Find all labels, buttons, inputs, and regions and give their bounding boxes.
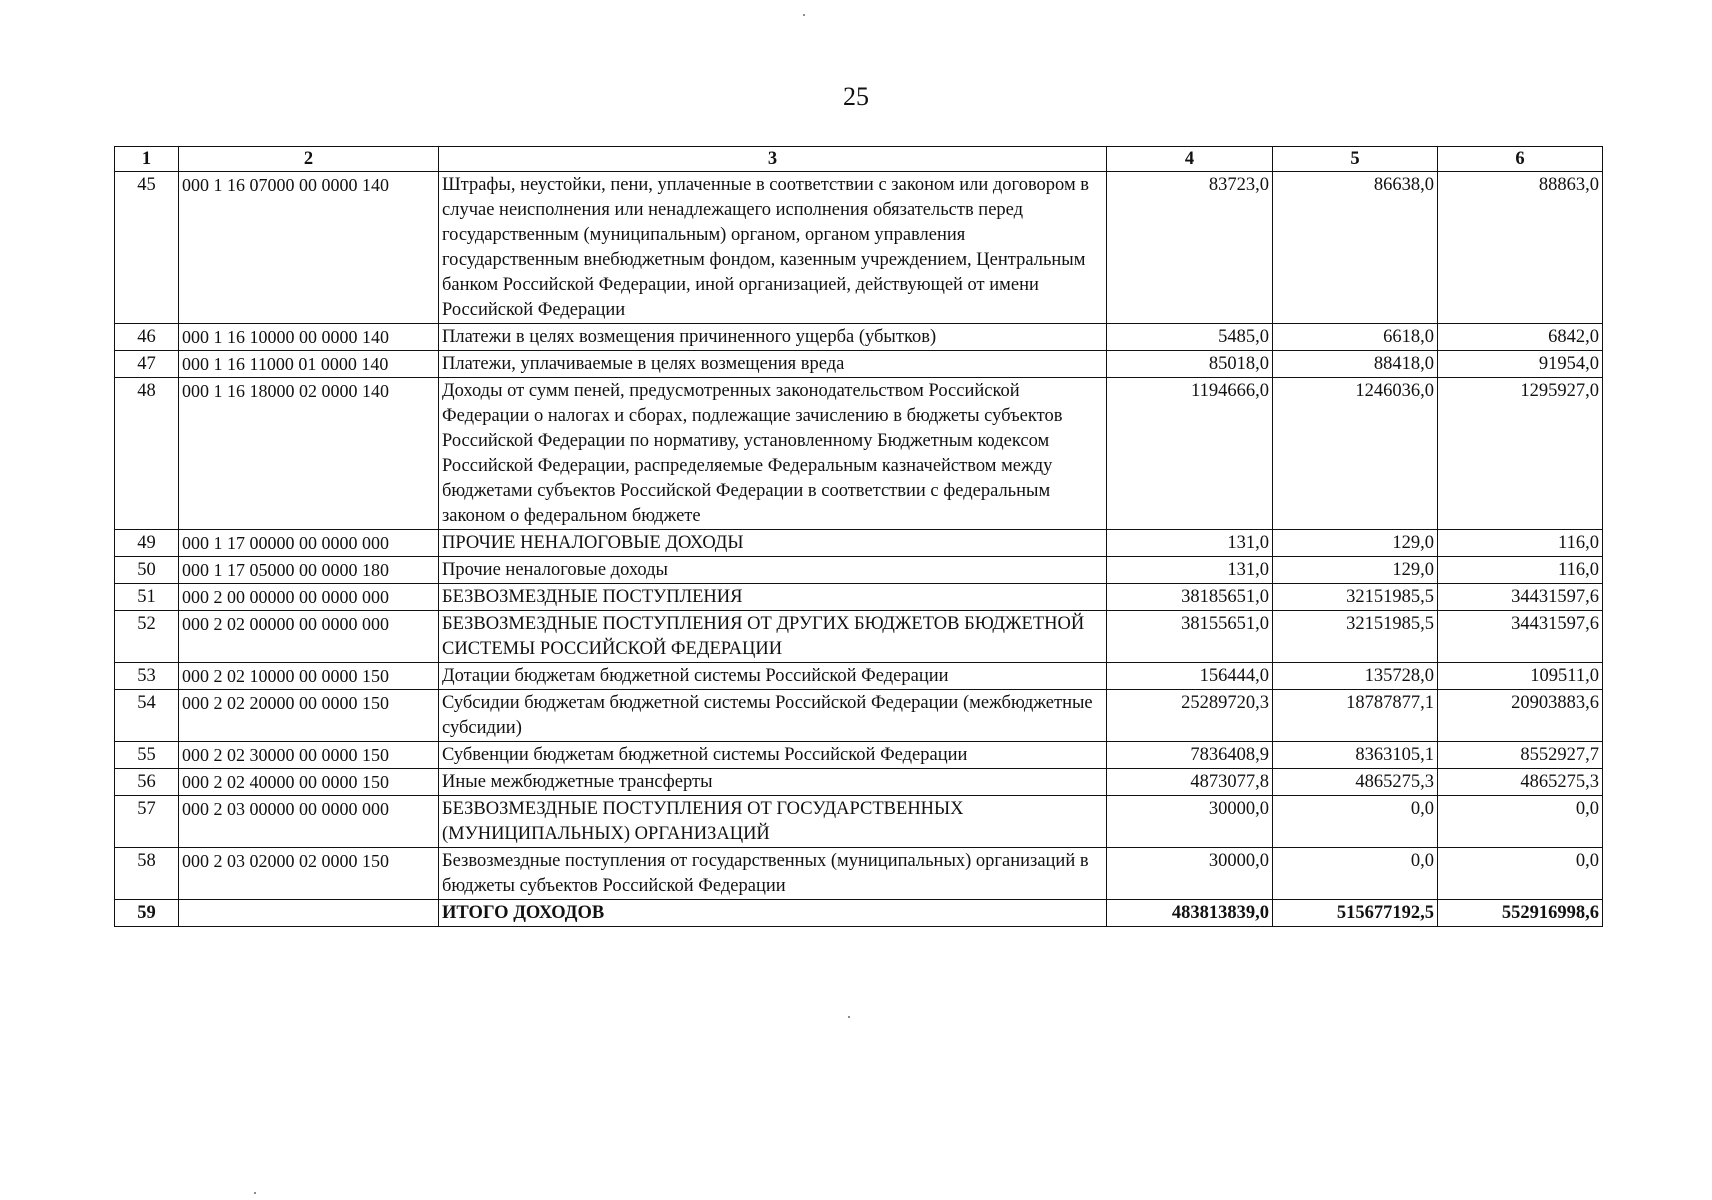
row-number: 49 [115,530,179,557]
row-number: 50 [115,557,179,584]
column-header-6: 6 [1438,147,1603,172]
column-header-4: 4 [1107,147,1273,172]
value-col6: 0,0 [1438,848,1603,900]
revenue-description: ПРОЧИЕ НЕНАЛОГОВЫЕ ДОХОДЫ [439,530,1107,557]
value-col6: 116,0 [1438,557,1603,584]
budget-code: 000 2 02 20000 00 0000 150 [179,690,439,742]
value-col6: 109511,0 [1438,663,1603,690]
row-number: 45 [115,172,179,324]
row-number: 55 [115,742,179,769]
revenue-description: Иные межбюджетные трансферты [439,769,1107,796]
value-col4: 38185651,0 [1107,584,1273,611]
value-col6: 34431597,6 [1438,611,1603,663]
value-col4: 38155651,0 [1107,611,1273,663]
budget-code: 000 1 16 07000 00 0000 140 [179,172,439,324]
value-col5: 129,0 [1273,557,1438,584]
budget-code [179,900,439,927]
table-row [115,172,1603,324]
budget-code: 000 2 02 00000 00 0000 000 [179,611,439,663]
table-row [115,796,1603,848]
value-col4: 4873077,8 [1107,769,1273,796]
value-col5: 32151985,5 [1273,611,1438,663]
revenue-description: Прочие неналоговые доходы [439,557,1107,584]
value-col4: 1194666,0 [1107,378,1273,530]
budget-code: 000 2 00 00000 00 0000 000 [179,584,439,611]
table-row [115,690,1603,742]
budget-code: 000 2 02 40000 00 0000 150 [179,769,439,796]
value-col6: 1295927,0 [1438,378,1603,530]
budget-code: 000 2 02 10000 00 0000 150 [179,663,439,690]
column-header-1: 1 [115,147,179,172]
revenue-description: Платежи, уплачиваемые в целях возмещения вреда [439,351,1107,378]
value-col5: 6618,0 [1273,324,1438,351]
table-row [115,900,1603,927]
value-col5: 32151985,5 [1273,584,1438,611]
table-row [115,769,1603,796]
budget-code: 000 1 17 05000 00 0000 180 [179,557,439,584]
revenue-description: ИТОГО ДОХОДОВ [439,900,1107,927]
value-col5: 18787877,1 [1273,690,1438,742]
table-row [115,611,1603,663]
table-row [115,378,1603,530]
value-col4: 30000,0 [1107,848,1273,900]
value-col4: 131,0 [1107,557,1273,584]
scan-speck [803,14,805,16]
row-number: 48 [115,378,179,530]
value-col5: 8363105,1 [1273,742,1438,769]
revenue-table [114,146,1603,927]
table-row [115,557,1603,584]
budget-code: 000 2 03 02000 02 0000 150 [179,848,439,900]
row-number: 59 [115,900,179,927]
value-col4: 25289720,3 [1107,690,1273,742]
revenue-description: БЕЗВОЗМЕЗДНЫЕ ПОСТУПЛЕНИЯ ОТ ДРУГИХ БЮДЖЕТОВ БЮДЖЕТНОЙ СИСТЕМЫ РОССИЙСКОЙ ФЕДЕРАЦИИ [439,611,1107,663]
value-col5: 515677192,5 [1273,900,1438,927]
revenue-description: Штрафы, неустойки, пени, уплаченные в соответствии с законом или договором в случае неисполнения или ненадлежащего исполнения обязательств перед государственным (муниципальным) органом, органом управления государственным внебюджетным фондом, казенным учреждением, Центральным банком Российской Федерации, иной организацией, действующей от имени Российской Федерации [439,172,1107,324]
revenue-description: Субсидии бюджетам бюджетной системы Российской Федерации (межбюджетные субсидии) [439,690,1107,742]
budget-code: 000 2 03 00000 00 0000 000 [179,796,439,848]
revenue-description: Безвозмездные поступления от государственных (муниципальных) организаций в бюджеты субъектов Российской Федерации [439,848,1107,900]
row-number: 57 [115,796,179,848]
revenue-description: Доходы от сумм пеней, предусмотренных законодательством Российской Федерации о налогах и сборах, подлежащие зачислению в бюджеты субъектов Российской Федерации по нормативу, установленному Бюджетным кодексом Российской Федерации, распределяемые Федеральным казначейством между бюджетами субъектов Российской Федерации в соответствии с федеральным законом о федеральном бюджете [439,378,1107,530]
revenue-description: БЕЗВОЗМЕЗДНЫЕ ПОСТУПЛЕНИЯ ОТ ГОСУДАРСТВЕННЫХ (МУНИЦИПАЛЬНЫХ) ОРГАНИЗАЦИЙ [439,796,1107,848]
value-col4: 7836408,9 [1107,742,1273,769]
budget-code: 000 1 17 00000 00 0000 000 [179,530,439,557]
budget-code: 000 1 16 18000 02 0000 140 [179,378,439,530]
row-number: 56 [115,769,179,796]
value-col5: 1246036,0 [1273,378,1438,530]
table-row [115,742,1603,769]
row-number: 58 [115,848,179,900]
budget-code: 000 1 16 11000 01 0000 140 [179,351,439,378]
value-col5: 0,0 [1273,848,1438,900]
value-col6: 116,0 [1438,530,1603,557]
scan-speck [848,1016,850,1018]
value-col6: 0,0 [1438,796,1603,848]
value-col4: 131,0 [1107,530,1273,557]
table-header-row [115,147,1603,172]
value-col6: 6842,0 [1438,324,1603,351]
value-col4: 83723,0 [1107,172,1273,324]
table-row [115,663,1603,690]
budget-code: 000 2 02 30000 00 0000 150 [179,742,439,769]
table-body [115,172,1603,927]
row-number: 46 [115,324,179,351]
row-number: 53 [115,663,179,690]
budget-code: 000 1 16 10000 00 0000 140 [179,324,439,351]
value-col4: 156444,0 [1107,663,1273,690]
revenue-description: БЕЗВОЗМЕЗДНЫЕ ПОСТУПЛЕНИЯ [439,584,1107,611]
table-row [115,848,1603,900]
page-number: 25 [843,82,869,111]
value-col5: 4865275,3 [1273,769,1438,796]
row-number: 51 [115,584,179,611]
column-header-3: 3 [439,147,1107,172]
value-col6: 552916998,6 [1438,900,1603,927]
value-col6: 4865275,3 [1438,769,1603,796]
value-col5: 135728,0 [1273,663,1438,690]
value-col5: 88418,0 [1273,351,1438,378]
column-header-5: 5 [1273,147,1438,172]
value-col6: 8552927,7 [1438,742,1603,769]
value-col6: 20903883,6 [1438,690,1603,742]
table-row [115,584,1603,611]
value-col6: 88863,0 [1438,172,1603,324]
value-col6: 91954,0 [1438,351,1603,378]
scan-speck [254,1192,256,1194]
revenue-description: Платежи в целях возмещения причиненного ущерба (убытков) [439,324,1107,351]
row-number: 54 [115,690,179,742]
value-col4: 5485,0 [1107,324,1273,351]
column-header-2: 2 [179,147,439,172]
value-col4: 85018,0 [1107,351,1273,378]
value-col4: 30000,0 [1107,796,1273,848]
value-col6: 34431597,6 [1438,584,1603,611]
value-col5: 129,0 [1273,530,1438,557]
value-col5: 86638,0 [1273,172,1438,324]
row-number: 47 [115,351,179,378]
table-row [115,530,1603,557]
revenue-description: Дотации бюджетам бюджетной системы Российской Федерации [439,663,1107,690]
table-row [115,324,1603,351]
value-col4: 483813839,0 [1107,900,1273,927]
revenue-description: Субвенции бюджетам бюджетной системы Российской Федерации [439,742,1107,769]
value-col5: 0,0 [1273,796,1438,848]
table-row [115,351,1603,378]
row-number: 52 [115,611,179,663]
